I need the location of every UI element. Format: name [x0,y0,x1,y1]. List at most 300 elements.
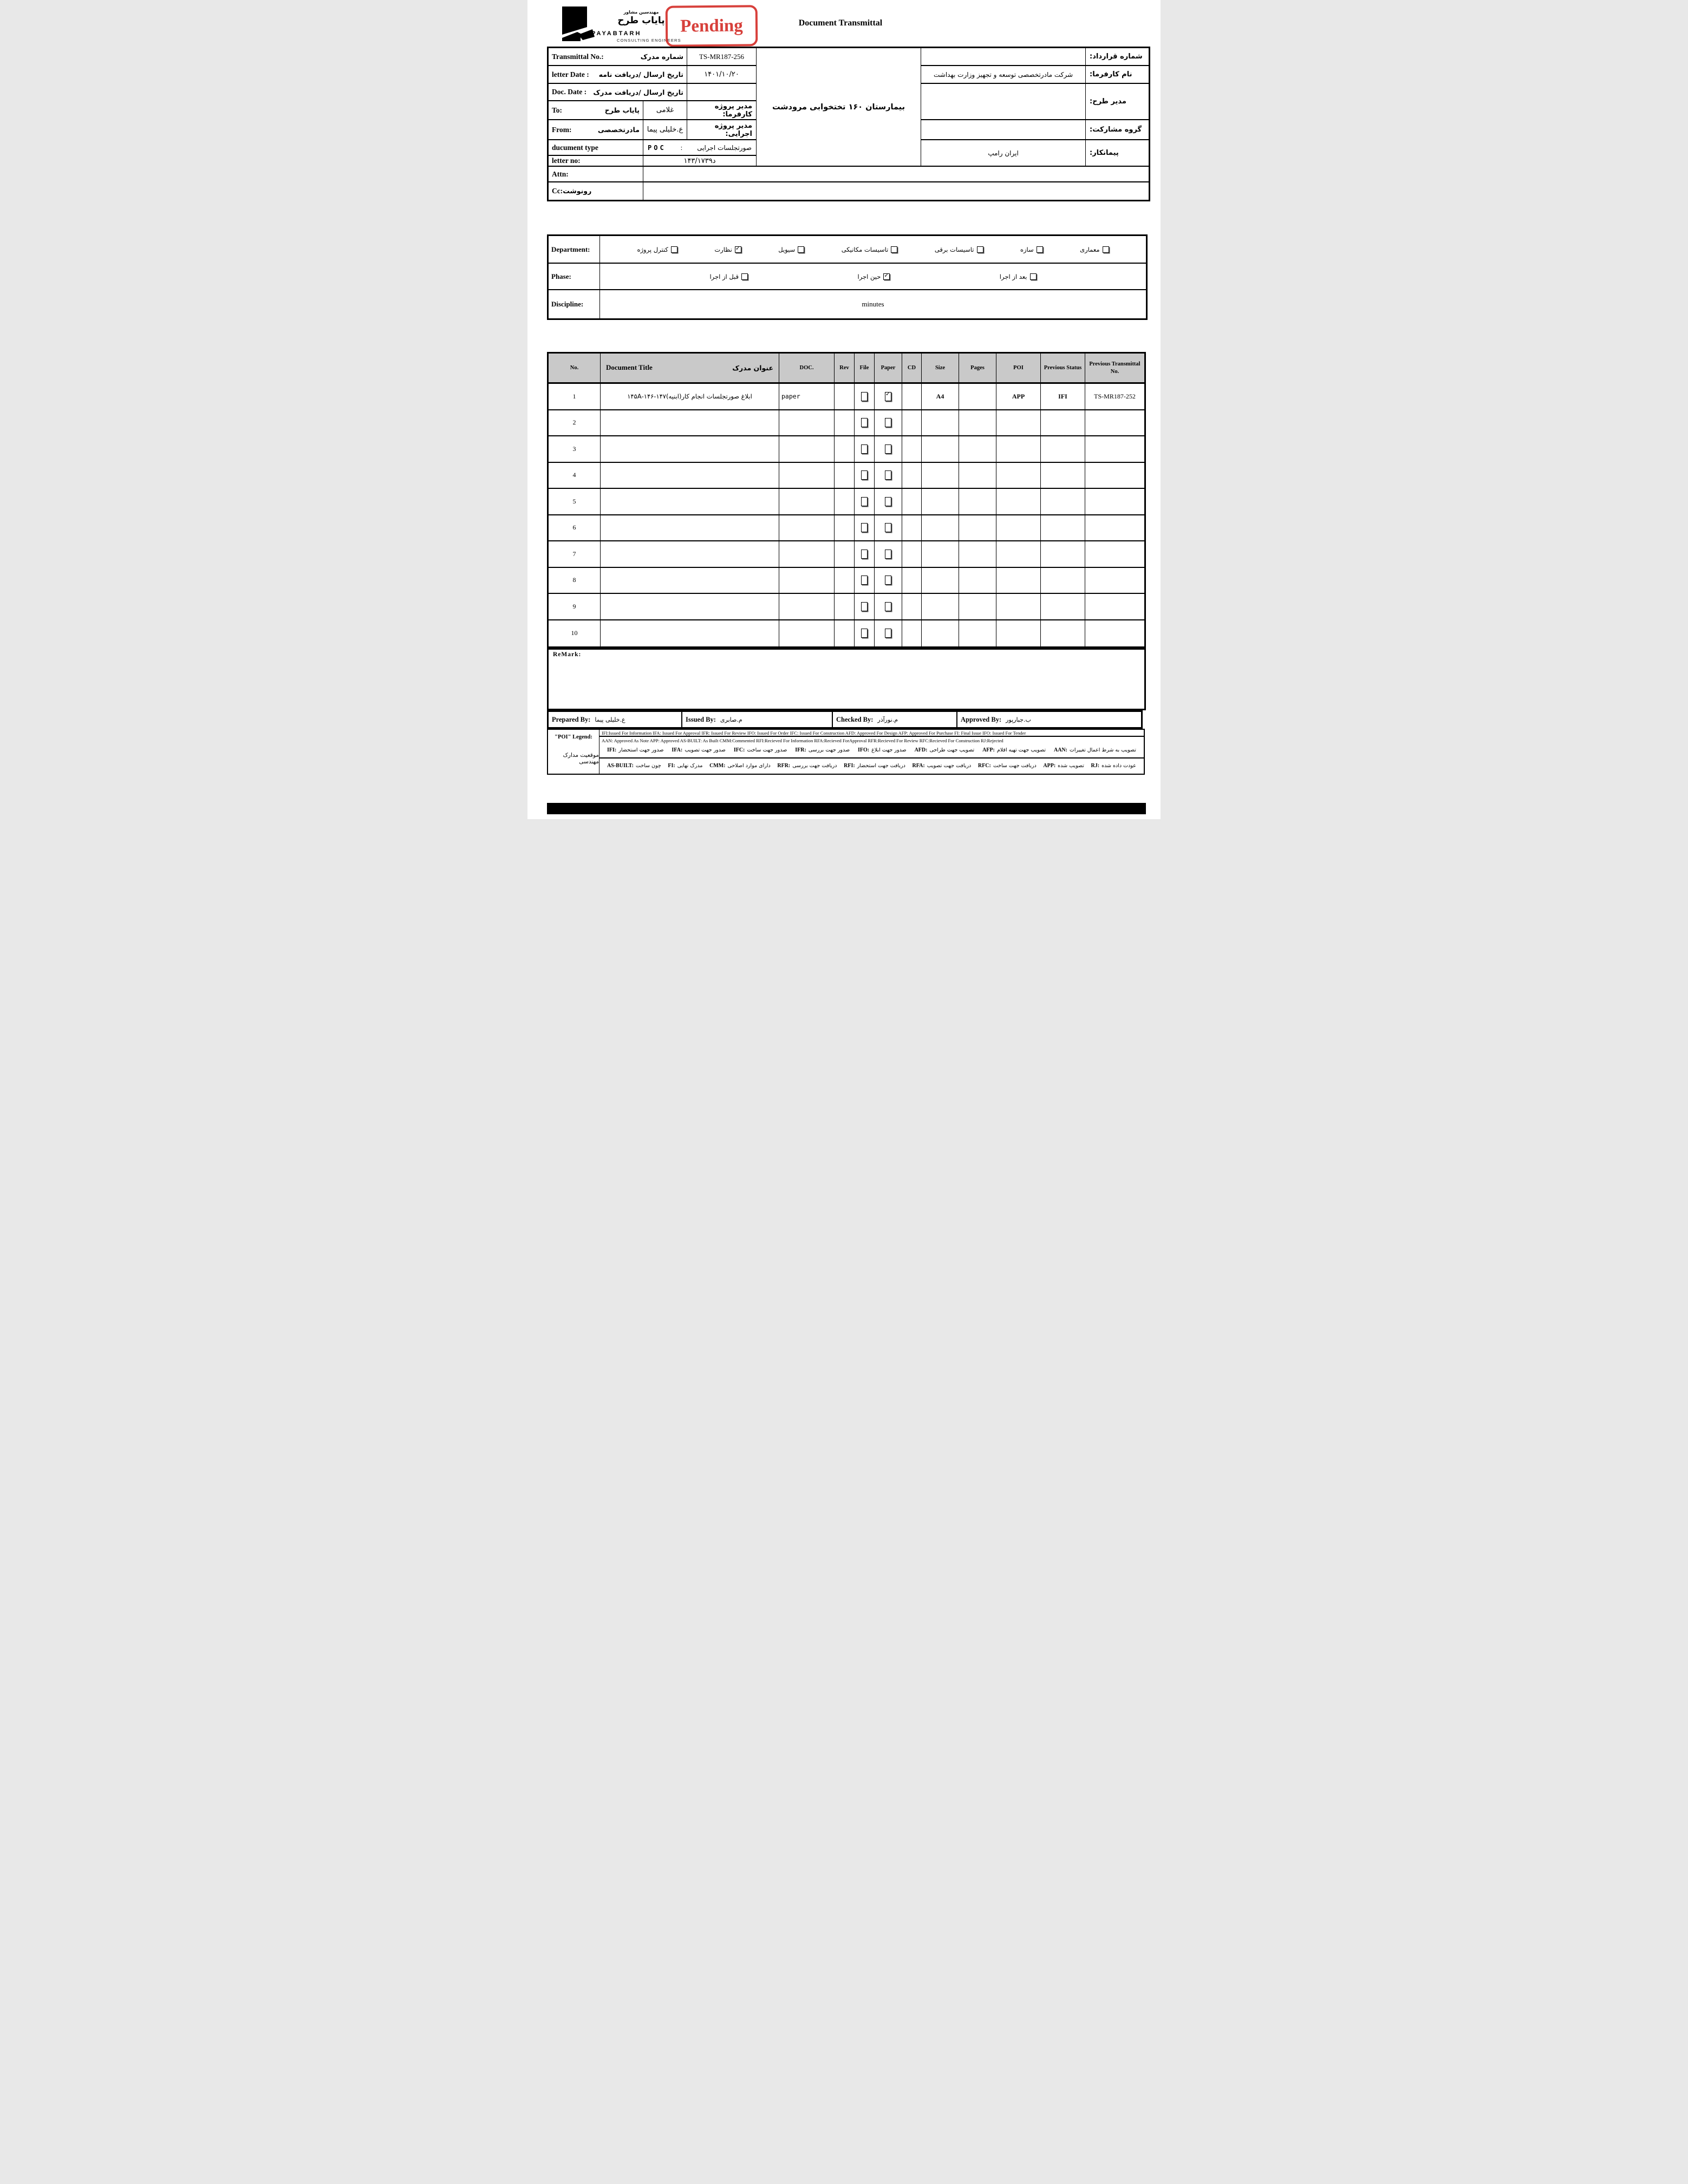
check-mark: ✓ [735,244,741,252]
department-options [600,236,1146,264]
row-file-cell [855,541,875,568]
legend-item [913,763,972,769]
checked-by-label: Checked By: [836,715,874,723]
row-prev-transmittal [1085,620,1144,647]
department-option-label: سازه [1020,245,1034,253]
legend-item-desc: دارای موارد اصلاحی [727,763,771,769]
row-prev-transmittal [1085,541,1144,568]
row-doc-type [779,463,835,489]
logo-en-subtitle: CONSULTING ENGINEERS [617,38,681,43]
legend-item [777,763,837,769]
row-paper-cell [875,384,902,410]
legend-item [915,747,975,753]
checkbox[interactable] [861,470,868,480]
row-size [922,594,959,620]
row-poi [996,463,1041,489]
poi-legend-line2: AAN: Approved As Note APP: Approved AS-BUILT: As Built CMM:Commented RFI:Recieved For Information RFA:Recieved ForApproval RFR:Recieved For Review RFC:Recieved For Construction RJ:Rejected [602,737,1003,743]
remark-label: ReMark: [553,651,582,658]
col-header-poi: POI [996,354,1041,384]
row-prev-transmittal [1085,410,1144,437]
row-pages [959,384,996,410]
row-size [922,568,959,594]
row-prev-status [1041,541,1085,568]
row-doc-type [779,436,835,463]
legend-item [607,747,663,753]
phase-option [1000,273,1037,280]
document-type-value [643,140,757,156]
row-no: 7 [549,541,601,568]
row-cd [902,568,922,594]
legend-item [858,747,907,753]
cc-label-en: Cc:رونوشت [552,187,592,195]
legend-item-desc: صدور جهت ابلاغ [871,747,907,754]
legend-item-code: IFC: [733,747,745,754]
to-role-label: مدیر پروژه کارفرما: [687,101,757,120]
document-type-label-en: ducument type [552,143,598,152]
logo-fa-tagline: مهندسین مشاور [623,10,659,15]
design-manager-label: مدیر طرح: [1086,84,1149,120]
row-prev-status: IFI [1041,384,1085,410]
row-paper-cell [875,620,902,647]
checkbox[interactable] [885,576,891,585]
document-type-colon: : [680,143,683,152]
row-size [922,515,959,542]
to-label-en: To: [552,106,563,114]
row-doc-type: paper [779,384,835,410]
department-option [1020,246,1043,253]
row-prev-status [1041,410,1085,437]
row-poi [996,541,1041,568]
row-title [601,620,779,647]
row-no: 8 [549,568,601,594]
check-mark: ✓ [885,390,891,397]
row-pages [959,620,996,647]
legend-item-code: AFD: [914,747,928,754]
row-doc-type [779,410,835,437]
letter-date-label [549,66,687,84]
checkbox[interactable] [861,629,868,638]
checkbox-checked[interactable] [883,273,890,280]
pending-stamp [666,5,758,47]
row-paper-cell [875,410,902,437]
department-option-label: سیویل [778,245,796,253]
to-label [549,101,643,120]
approved-by [957,712,1141,727]
document-list-table [547,352,1146,648]
poi-legend-en [547,729,1145,745]
row-size [922,620,959,647]
legend-item-code: IFA: [672,747,683,754]
legend-item-code: AAN: [1053,747,1067,754]
legend-item-desc: صدور جهت بررسی [808,747,850,754]
from-role-label: مدیر پروژه اجرایی: [687,120,757,140]
transmittal-no-value: TS-MR187-256 [687,48,757,66]
row-paper-cell [875,594,902,620]
doc-date-label-fa: تاریخ ارسال /دریافت مدرک [593,88,683,96]
partnership-label: گروه مشارکت: [1086,120,1149,140]
from-value-fa: مادرتخصصی [597,126,640,134]
checkbox[interactable] [861,550,868,559]
row-file-cell [855,463,875,489]
issued-by-label: Issued By: [686,715,716,723]
checkbox[interactable] [1103,246,1109,253]
row-doc-type [779,489,835,515]
row-poi [996,489,1041,515]
row-rev [835,541,855,568]
phase-option-label: بعد از اجرا [999,272,1027,280]
checkbox[interactable] [861,523,868,532]
legend-item-code: IFI: [607,747,617,754]
check-mark: ✓ [884,271,889,279]
legend-item-desc: تصویب به شرط اعمال تغییرات [1069,747,1136,754]
checkbox[interactable] [861,602,868,611]
phase-options [600,264,1146,290]
logo-fa-name: پایاب طرح [617,15,665,26]
row-doc-type [779,620,835,647]
col-header-title-en: Document Title [606,363,653,372]
row-pages [959,594,996,620]
col-header-file: File [855,354,875,384]
to-value-fa: پایاب طرح [604,106,640,114]
row-paper-cell [875,489,902,515]
department-option-label: تاسیسات مکانیکی [841,245,889,253]
department-option [935,246,983,253]
checkbox[interactable] [861,444,868,454]
doc-date-value [687,84,757,101]
row-pages [959,463,996,489]
row-file-cell [855,515,875,542]
client-label: نام کارفرما: [1086,66,1149,84]
department-option-label: تاسیسات برقی [934,245,974,253]
department-option-label: کنترل پروژه [637,245,668,253]
row-paper-cell [875,568,902,594]
poi-legend-label: "POI" Legend: [548,730,599,744]
contractor-value: ایران رامپ [921,140,1086,167]
row-rev [835,384,855,410]
client-value: شرکت مادرتخصصی توسعه و تجهیز وزارت بهداشت [921,66,1086,84]
row-rev [835,463,855,489]
poi-legend-line1: IFI:Issued For Information IFA: Issued For Approval IFR: Issued For Review IFO: Issued For Order IFC: Issued For Construction AFD: Approved For Design AFP: Approved For Purchase FI: Final Issue IFO: Issued For Tender [599,730,1144,737]
row-file-cell [855,436,875,463]
phase-option [858,273,890,280]
contract-no-value [921,48,1086,66]
project-name-box: بیمارستان ۱۶۰ تختخوابی مرودشت [757,48,921,167]
row-paper-cell [875,515,902,542]
design-manager-value [921,84,1086,120]
checkbox[interactable] [885,418,891,427]
checkbox-checked[interactable] [885,392,891,401]
legend-item-desc: چون ساخت [635,763,661,769]
legend-item [734,747,787,753]
row-cd [902,410,922,437]
legend-item [672,747,725,753]
row-title [601,594,779,620]
checkbox[interactable] [885,470,891,480]
row-cd [902,515,922,542]
row-pages [959,541,996,568]
legend-item-desc: صدور جهت استحضار [618,747,664,754]
legend-item-code: RFR: [777,763,791,769]
row-pages [959,436,996,463]
row-prev-status [1041,620,1085,647]
legend-item [795,747,850,753]
row-rev [835,410,855,437]
transmittal-no-label-en: Transmittal No.: [552,52,604,61]
legend-item-desc: صدور جهت ساخت [747,747,787,754]
row-cd [902,384,922,410]
row-prev-transmittal: TS-MR187-252 [1085,384,1144,410]
department-option [637,246,677,253]
checkbox[interactable] [671,246,677,253]
row-no: 4 [549,463,601,489]
row-file-cell [855,384,875,410]
classification-table [547,234,1148,320]
row-rev [835,515,855,542]
checkbox[interactable] [861,576,868,585]
legend-item [844,763,905,769]
cc-label [549,182,643,200]
legend-item [982,747,1046,753]
discipline-label: Discipline: [549,290,600,318]
checkbox[interactable] [861,392,868,401]
poi-legend-fa-line1 [599,743,1144,758]
checkbox[interactable] [741,273,748,280]
letter-no-value: د۱۴۳/۱۷۳۹ [643,156,757,167]
row-size [922,410,959,437]
row-poi [996,436,1041,463]
department-option-label: معماری [1080,245,1100,253]
letter-date-label-fa: تاریخ ارسال /دریافت نامه [598,70,683,79]
transmittal-info-table [547,47,1150,201]
row-title: ابلاغ صورتجلسات انجام کار(ابنیه)۱۴۷-۱۴۶-۱۴۵A [601,384,779,410]
row-prev-status [1041,463,1085,489]
row-title [601,463,779,489]
row-prev-status [1041,515,1085,542]
legend-item-desc: تصویب جهت تهیه اقلام [996,747,1046,754]
logo-en-name: PAYABTARH [591,30,642,37]
checkbox[interactable] [885,497,891,506]
partnership-value [921,120,1086,140]
row-prev-status [1041,568,1085,594]
row-rev [835,620,855,647]
row-pages [959,568,996,594]
row-no: 9 [549,594,601,620]
checkbox[interactable] [885,523,891,532]
row-no: 5 [549,489,601,515]
row-prev-transmittal [1085,436,1144,463]
legend-item [978,763,1037,769]
legend-item-code: RJ: [1091,763,1100,769]
legend-item [1043,763,1084,769]
row-doc-type [779,568,835,594]
row-pages [959,410,996,437]
row-file-cell [855,568,875,594]
row-cd [902,489,922,515]
row-size [922,463,959,489]
checkbox-checked[interactable] [735,246,741,253]
col-header-title [601,354,779,384]
row-cd [902,436,922,463]
transmittal-no-label-fa: شماره مدرک [640,53,683,61]
row-rev [835,594,855,620]
row-cd [902,620,922,647]
bottom-black-bar [547,803,1146,814]
signature-row [547,710,1143,729]
col-header-rev: Rev [835,354,855,384]
row-size [922,436,959,463]
row-title [601,489,779,515]
row-file-cell [855,594,875,620]
row-paper-cell [875,463,902,489]
document-transmittal-page [527,0,1161,819]
legend-item-code: FI: [668,763,675,769]
transmittal-no-label [549,48,687,66]
letter-no-label [549,156,643,167]
row-poi [996,410,1041,437]
checked-by [833,712,957,727]
row-title [601,436,779,463]
poi-legend-fa [547,743,1145,775]
approved-by-label: Approved By: [961,715,1002,723]
checkbox[interactable] [885,602,891,611]
remark-section [547,648,1146,710]
checkbox[interactable] [885,629,891,638]
letter-no-label-en: letter no: [552,156,581,165]
col-header-prev-status: Previous Status [1041,354,1085,384]
legend-item-desc: دریافت جهت ساخت [993,763,1037,769]
letter-date-value: ۱۴۰۱/۱۰/۲۰ [687,66,757,84]
legend-item-code: IFR: [795,747,806,754]
row-prev-transmittal [1085,489,1144,515]
row-doc-type [779,594,835,620]
row-size [922,541,959,568]
row-prev-transmittal [1085,568,1144,594]
attn-label [549,167,643,182]
row-no: 10 [549,620,601,647]
department-option [1080,246,1109,253]
row-prev-transmittal [1085,594,1144,620]
row-paper-cell [875,541,902,568]
legend-item-desc: صدور جهت تصویب [685,747,726,754]
row-doc-type [779,515,835,542]
row-doc-type [779,541,835,568]
col-header-doc: DOC. [779,354,835,384]
department-option-label: نظارت [714,245,732,253]
col-header-prev-transmittal: Previous Transmittal No. [1085,354,1144,384]
checkbox[interactable] [1030,273,1037,280]
legend-item [1091,763,1136,769]
letter-date-label-en: letter Date : [552,70,589,79]
poi-legend-fa-label: موقعیت مدارک مهندسی [548,743,599,774]
row-rev [835,489,855,515]
checkbox[interactable] [798,246,804,253]
row-no: 3 [549,436,601,463]
poi-legend-fa-line2 [599,758,1144,774]
legend-item-code: RFI: [844,763,855,769]
row-pages [959,489,996,515]
row-pages [959,515,996,542]
legend-item [607,763,661,769]
row-cd [902,541,922,568]
cc-label-fa: رونوشت [563,187,592,195]
legend-item-code: APP: [1043,763,1056,769]
issued-by [682,712,833,727]
row-paper-cell [875,436,902,463]
legend-item-code: IFO: [858,747,870,754]
checkbox[interactable] [885,550,891,559]
row-title [601,541,779,568]
legend-item-code: CMM: [709,763,726,769]
checkbox[interactable] [977,246,983,253]
department-option [842,246,898,253]
checkbox[interactable] [861,497,868,506]
legend-item-desc: دریافت جهت استحضار [857,763,905,769]
row-title [601,410,779,437]
checkbox[interactable] [891,246,897,253]
legend-item-desc: دریافت جهت تصویب [927,763,972,769]
col-header-cd: CD [902,354,922,384]
row-poi: APP [996,384,1041,410]
page-title: Document Transmittal [798,18,883,28]
row-no: 2 [549,410,601,437]
phase-option-label: قبل از اجرا [709,272,739,280]
checked-by-value: م.نورآذر [877,716,898,723]
checkbox[interactable] [885,444,891,454]
doc-date-label-en: Doc. Date : [552,88,587,96]
checkbox[interactable] [1037,246,1043,253]
discipline-value: minutes [862,300,884,308]
approved-by-value: ب.جبارپور [1006,716,1031,723]
row-prev-transmittal [1085,463,1144,489]
pending-stamp-text: Pending [680,15,743,36]
contractor-label: پیمانکار: [1086,140,1149,167]
legend-item-desc: تصویب جهت طراحی [929,747,975,754]
row-poi [996,515,1041,542]
checkbox[interactable] [861,418,868,427]
legend-item-code: AFP: [982,747,995,754]
from-person: ع.خلیلی پیما [643,120,687,140]
document-type-code: POC [648,143,666,152]
legend-item-code: RFA: [912,763,925,769]
row-file-cell [855,620,875,647]
row-rev [835,568,855,594]
phase-option-label: حین اجرا [857,272,881,280]
from-label-en: From: [552,125,572,134]
legend-item-code: AS-BUILT: [607,763,634,769]
to-person: غلامی [643,101,687,120]
doc-date-label [549,84,687,101]
legend-item [709,763,771,769]
cc-value [643,182,1149,200]
legend-item-desc: مدرک نهایی [677,763,703,769]
row-poi [996,568,1041,594]
row-no: 6 [549,515,601,542]
department-label: Department: [549,236,600,264]
legend-item-desc: تصویب شده [1058,763,1084,769]
department-option [778,246,804,253]
contract-no-label: شماره قرارداد: [1086,48,1149,66]
department-option [714,246,741,253]
document-type-fa: صورتجلسات اجرایی [697,143,752,152]
row-prev-transmittal [1085,515,1144,542]
prepared-by-label: Prepared By: [552,715,591,723]
issued-by-value: م.صابری [720,716,742,723]
document-type-label [549,140,643,156]
col-header-no: No. [549,354,601,384]
attn-value [643,167,1149,182]
from-label [549,120,643,140]
row-title [601,568,779,594]
